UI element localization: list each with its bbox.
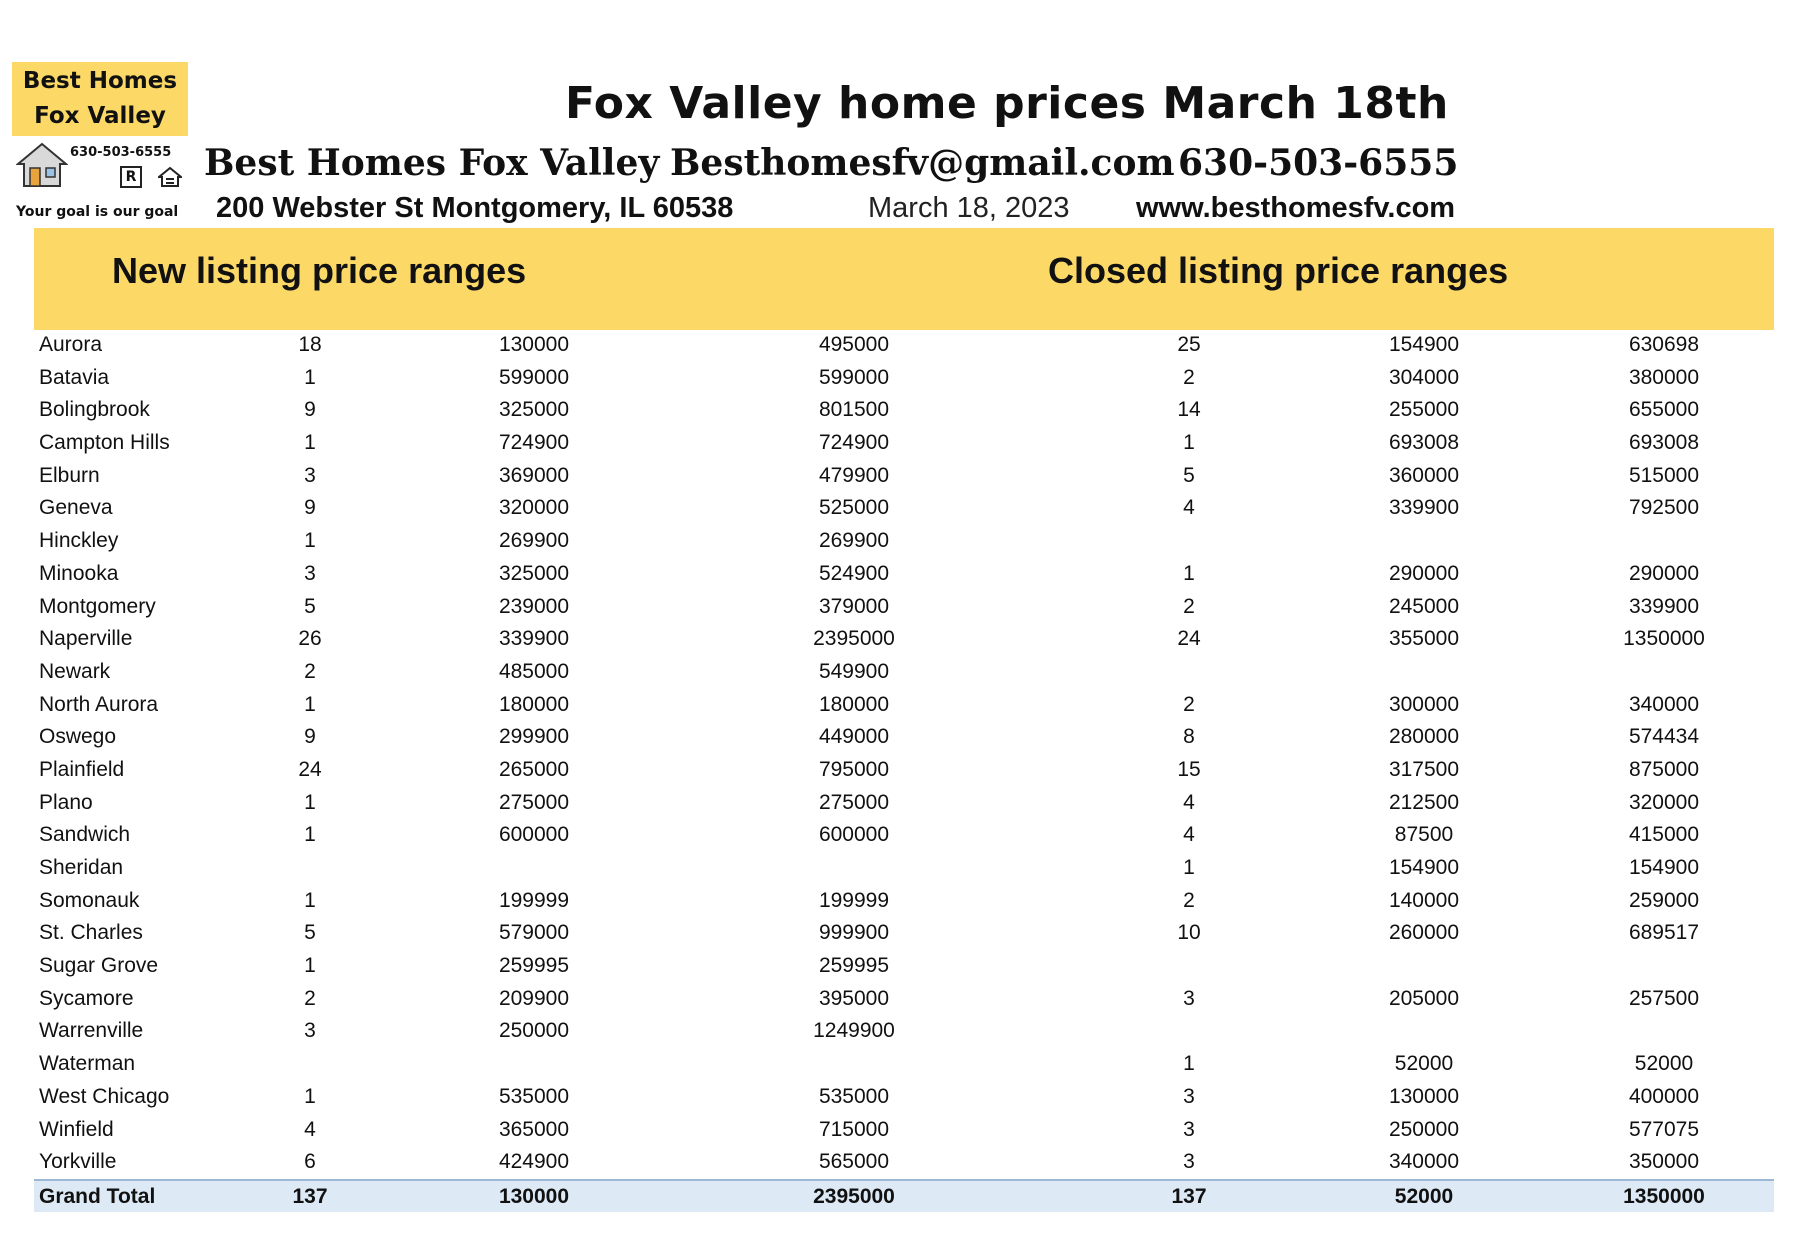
new-count-cell: 2 <box>304 986 316 1010</box>
new-max-price-cell: 269900 <box>818 529 890 553</box>
table-row <box>34 329 1774 362</box>
city-cell: Aurora <box>39 333 103 356</box>
new-count-cell: 6 <box>304 1150 316 1174</box>
closed-min-price-cell: 52000 <box>1394 1184 1454 1208</box>
table-row <box>34 656 1774 689</box>
new-min-price-cell: 325000 <box>498 561 570 585</box>
new-count-cell: 5 <box>304 921 316 945</box>
website-link[interactable]: www.besthomesfv.com <box>1136 192 1456 224</box>
city-cell: Sycamore <box>39 986 134 1010</box>
new-count-cell: 2 <box>304 659 316 683</box>
new-max-price-cell: 549900 <box>818 659 890 683</box>
table-row <box>34 1015 1774 1048</box>
table-row <box>34 591 1774 624</box>
closed-count-cell: 1 <box>1183 561 1195 585</box>
closed-max-price-cell: 339900 <box>1628 594 1700 618</box>
closed-count-cell: 3 <box>1183 986 1195 1010</box>
new-max-price-cell: 724900 <box>818 431 890 455</box>
report-date: March 18, 2023 <box>868 192 1070 224</box>
closed-min-price-cell: 154900 <box>1388 856 1460 879</box>
city-cell: Yorkville <box>39 1150 117 1174</box>
city-cell: St. Charles <box>39 921 143 945</box>
section-banner <box>34 228 1774 330</box>
table-row <box>34 819 1774 852</box>
closed-min-price-cell: 317500 <box>1388 757 1460 781</box>
new-max-price-cell: 379000 <box>818 594 890 618</box>
table-row <box>34 885 1774 918</box>
closed-min-price-cell: 304000 <box>1388 365 1460 389</box>
closed-count-cell: 137 <box>1171 1184 1207 1208</box>
closed-max-price-cell: 52000 <box>1634 1052 1694 1076</box>
closed-max-price-cell: 655000 <box>1628 398 1700 422</box>
closed-count-cell: 2 <box>1183 888 1195 912</box>
grand-total-row <box>34 1179 1774 1212</box>
city-cell: Waterman <box>39 1052 136 1076</box>
new-count-cell: 137 <box>292 1184 328 1208</box>
new-count-cell: 1 <box>304 1084 316 1108</box>
city-cell: Oswego <box>39 725 117 749</box>
price-table <box>34 329 1774 1212</box>
table-row <box>34 623 1774 656</box>
city-cell: Geneva <box>39 496 113 520</box>
new-max-price-cell: 275000 <box>818 790 890 814</box>
house-icon <box>16 140 68 190</box>
city-cell: Sandwich <box>39 823 131 847</box>
new-min-price-cell: 325000 <box>498 398 570 422</box>
closed-count-cell: 4 <box>1183 496 1195 520</box>
closed-min-price-cell: 52000 <box>1394 1052 1454 1076</box>
realtor-icon: R <box>120 166 142 188</box>
table-row <box>34 492 1774 525</box>
new-max-price-cell: 599000 <box>818 365 890 389</box>
new-max-price-cell: 1249900 <box>813 1019 895 1043</box>
city-cell: North Aurora <box>39 692 159 716</box>
logo-line2: Fox Valley <box>34 103 166 129</box>
closed-min-price-cell: 355000 <box>1388 627 1460 651</box>
closed-max-price-cell: 290000 <box>1628 561 1700 585</box>
table-row <box>34 460 1774 493</box>
new-max-price-cell: 449000 <box>818 725 890 749</box>
new-min-price-cell: 209900 <box>498 986 570 1010</box>
closed-min-price-cell: 255000 <box>1388 398 1460 422</box>
closed-max-price-cell: 574434 <box>1628 725 1700 749</box>
new-min-price-cell: 250000 <box>498 1019 570 1043</box>
new-listing-heading: New listing price ranges <box>112 250 527 291</box>
closed-min-price-cell: 154900 <box>1388 333 1460 356</box>
new-min-price-cell: 535000 <box>498 1084 570 1108</box>
table-row <box>34 754 1774 787</box>
city-cell: Hinckley <box>39 529 119 553</box>
new-min-price-cell: 369000 <box>498 463 570 487</box>
closed-min-price-cell: 250000 <box>1388 1117 1460 1141</box>
table-row <box>34 362 1774 395</box>
logo <box>12 62 188 136</box>
table-row <box>34 1048 1774 1081</box>
closed-count-cell: 24 <box>1177 627 1201 651</box>
closed-count-cell: 14 <box>1177 398 1201 422</box>
new-count-cell: 1 <box>304 823 316 847</box>
city-cell: Plainfield <box>39 757 125 781</box>
closed-min-price-cell: 130000 <box>1388 1084 1460 1108</box>
closed-max-price-cell: 693008 <box>1628 431 1700 455</box>
new-min-price-cell: 275000 <box>498 790 570 814</box>
new-max-price-cell: 999900 <box>818 921 890 945</box>
closed-max-price-cell: 875000 <box>1628 757 1700 781</box>
table-row <box>34 1146 1774 1179</box>
city-cell: Batavia <box>39 365 110 389</box>
closed-listing-heading: Closed listing price ranges <box>1048 250 1509 291</box>
table-row <box>34 1081 1774 1114</box>
closed-min-price-cell: 245000 <box>1388 594 1460 618</box>
new-min-price-cell: 130000 <box>498 333 570 356</box>
closed-count-cell: 4 <box>1183 823 1195 847</box>
table-row <box>34 427 1774 460</box>
new-max-price-cell: 600000 <box>818 823 890 847</box>
equal-housing-icon <box>158 166 182 188</box>
closed-count-cell: 15 <box>1177 757 1201 781</box>
new-max-price-cell: 565000 <box>818 1150 890 1174</box>
city-cell: Winfield <box>39 1117 114 1141</box>
brand-email[interactable]: Besthomesfv@gmail.com <box>670 142 1175 184</box>
closed-count-cell: 3 <box>1183 1150 1195 1174</box>
new-max-price-cell: 535000 <box>818 1084 890 1108</box>
city-cell: Sugar Grove <box>39 954 159 978</box>
new-min-price-cell: 199999 <box>498 888 570 912</box>
new-max-price-cell: 2395000 <box>813 1184 895 1208</box>
closed-count-cell: 10 <box>1177 921 1201 945</box>
new-min-price-cell: 239000 <box>498 594 570 618</box>
new-min-price-cell: 130000 <box>498 1184 570 1208</box>
table-row <box>34 394 1774 427</box>
table-row <box>34 558 1774 591</box>
new-count-cell: 9 <box>304 398 316 422</box>
city-cell: Plano <box>39 790 93 814</box>
closed-count-cell: 1 <box>1183 1052 1195 1076</box>
closed-count-cell: 1 <box>1183 431 1195 455</box>
closed-count-cell: 2 <box>1183 692 1195 716</box>
logo-tagline: Your goal is our goal <box>16 204 179 220</box>
table-row <box>34 852 1774 885</box>
closed-min-price-cell: 260000 <box>1388 921 1460 945</box>
new-min-price-cell: 259995 <box>498 954 570 978</box>
table-row <box>34 1114 1774 1147</box>
brand-name: Best Homes Fox Valley <box>204 142 660 184</box>
closed-count-cell: 3 <box>1183 1084 1195 1108</box>
new-max-price-cell: 525000 <box>818 496 890 520</box>
closed-count-cell: 8 <box>1183 725 1195 749</box>
city-cell: Somonauk <box>39 888 140 912</box>
new-min-price-cell: 485000 <box>498 659 570 683</box>
closed-max-price-cell: 320000 <box>1628 790 1700 814</box>
new-count-cell: 1 <box>304 365 316 389</box>
new-min-price-cell: 599000 <box>498 365 570 389</box>
brand-phone: 630-503-6555 <box>1178 142 1459 184</box>
closed-max-price-cell: 1350000 <box>1623 1184 1705 1208</box>
closed-count-cell: 5 <box>1183 463 1195 487</box>
closed-max-price-cell: 577075 <box>1628 1117 1700 1141</box>
new-count-cell: 26 <box>298 627 322 651</box>
city-cell: Warrenville <box>39 1019 144 1043</box>
new-count-cell: 18 <box>298 333 322 356</box>
new-count-cell: 1 <box>304 888 316 912</box>
city-cell: Montgomery <box>39 594 156 618</box>
closed-max-price-cell: 350000 <box>1628 1150 1700 1174</box>
table-row <box>34 983 1774 1016</box>
new-count-cell: 3 <box>304 561 316 585</box>
closed-max-price-cell: 400000 <box>1628 1084 1700 1108</box>
closed-count-cell: 2 <box>1183 365 1195 389</box>
new-min-price-cell: 724900 <box>498 431 570 455</box>
closed-min-price-cell: 693008 <box>1388 431 1460 455</box>
table-row <box>34 689 1774 722</box>
new-max-price-cell: 715000 <box>818 1117 890 1141</box>
closed-min-price-cell: 87500 <box>1394 823 1454 847</box>
closed-max-price-cell: 630698 <box>1628 333 1700 356</box>
city-cell: Grand Total <box>39 1184 156 1208</box>
closed-max-price-cell: 792500 <box>1628 496 1700 520</box>
new-count-cell: 3 <box>304 463 316 487</box>
new-min-price-cell: 269900 <box>498 529 570 553</box>
closed-min-price-cell: 280000 <box>1388 725 1460 749</box>
new-count-cell: 9 <box>304 496 316 520</box>
closed-max-price-cell: 689517 <box>1628 921 1700 945</box>
new-min-price-cell: 320000 <box>498 496 570 520</box>
new-min-price-cell: 265000 <box>498 757 570 781</box>
new-max-price-cell: 199999 <box>818 888 890 912</box>
city-cell: West Chicago <box>39 1084 170 1108</box>
closed-max-price-cell: 415000 <box>1628 823 1700 847</box>
new-max-price-cell: 479900 <box>818 463 890 487</box>
closed-min-price-cell: 205000 <box>1388 986 1460 1010</box>
closed-min-price-cell: 339900 <box>1388 496 1460 520</box>
new-min-price-cell: 180000 <box>498 692 570 716</box>
new-count-cell: 5 <box>304 594 316 618</box>
closed-min-price-cell: 340000 <box>1388 1150 1460 1174</box>
closed-count-cell: 2 <box>1183 594 1195 618</box>
table-row <box>34 950 1774 983</box>
new-count-cell: 1 <box>304 529 316 553</box>
new-max-price-cell: 795000 <box>818 757 890 781</box>
new-min-price-cell: 339900 <box>498 627 570 651</box>
new-max-price-cell: 180000 <box>818 692 890 716</box>
new-count-cell: 1 <box>304 790 316 814</box>
closed-count-cell: 3 <box>1183 1117 1195 1141</box>
closed-max-price-cell: 259000 <box>1628 888 1700 912</box>
new-min-price-cell: 365000 <box>498 1117 570 1141</box>
table-row <box>34 787 1774 820</box>
closed-max-price-cell: 1350000 <box>1623 627 1705 651</box>
closed-min-price-cell: 360000 <box>1388 463 1460 487</box>
table-row <box>34 917 1774 950</box>
new-min-price-cell: 579000 <box>498 921 570 945</box>
city-cell: Minooka <box>39 561 119 585</box>
new-count-cell: 1 <box>304 954 316 978</box>
table-row <box>34 525 1774 558</box>
closed-max-price-cell: 257500 <box>1628 986 1700 1010</box>
new-min-price-cell: 424900 <box>498 1150 570 1174</box>
new-min-price-cell: 600000 <box>498 823 570 847</box>
new-min-price-cell: 299900 <box>498 725 570 749</box>
city-cell: Sheridan <box>39 856 124 879</box>
closed-max-price-cell: 154900 <box>1628 856 1700 879</box>
new-count-cell: 1 <box>304 692 316 716</box>
new-count-cell: 9 <box>304 725 316 749</box>
address: 200 Webster St Montgomery, IL 60538 <box>216 192 734 224</box>
city-cell: Campton Hills <box>39 431 170 455</box>
closed-count-cell: 4 <box>1183 790 1195 814</box>
page-title: Fox Valley home prices March 18th <box>565 78 1449 129</box>
city-cell: Naperville <box>39 627 133 651</box>
table-row <box>34 721 1774 754</box>
closed-max-price-cell: 515000 <box>1628 463 1700 487</box>
new-count-cell: 4 <box>304 1117 316 1141</box>
new-max-price-cell: 259995 <box>818 954 890 978</box>
new-max-price-cell: 2395000 <box>813 627 895 651</box>
new-count-cell: 24 <box>298 757 322 781</box>
closed-count-cell: 1 <box>1183 856 1195 879</box>
closed-min-price-cell: 140000 <box>1388 888 1460 912</box>
city-cell: Elburn <box>39 463 100 487</box>
new-max-price-cell: 524900 <box>818 561 890 585</box>
closed-max-price-cell: 340000 <box>1628 692 1700 716</box>
closed-min-price-cell: 300000 <box>1388 692 1460 716</box>
closed-max-price-cell: 380000 <box>1628 365 1700 389</box>
closed-count-cell: 25 <box>1177 333 1201 356</box>
closed-min-price-cell: 290000 <box>1388 561 1460 585</box>
new-count-cell: 1 <box>304 431 316 455</box>
closed-min-price-cell: 212500 <box>1388 790 1460 814</box>
new-max-price-cell: 395000 <box>818 986 890 1010</box>
city-cell: Bolingbrook <box>39 398 150 422</box>
logo-line1: Best Homes <box>22 68 178 94</box>
new-max-price-cell: 801500 <box>818 398 890 422</box>
new-max-price-cell: 495000 <box>818 333 890 356</box>
logo-phone: 630-503-6555 <box>70 145 172 160</box>
city-cell: Newark <box>39 659 111 683</box>
new-count-cell: 3 <box>304 1019 316 1043</box>
